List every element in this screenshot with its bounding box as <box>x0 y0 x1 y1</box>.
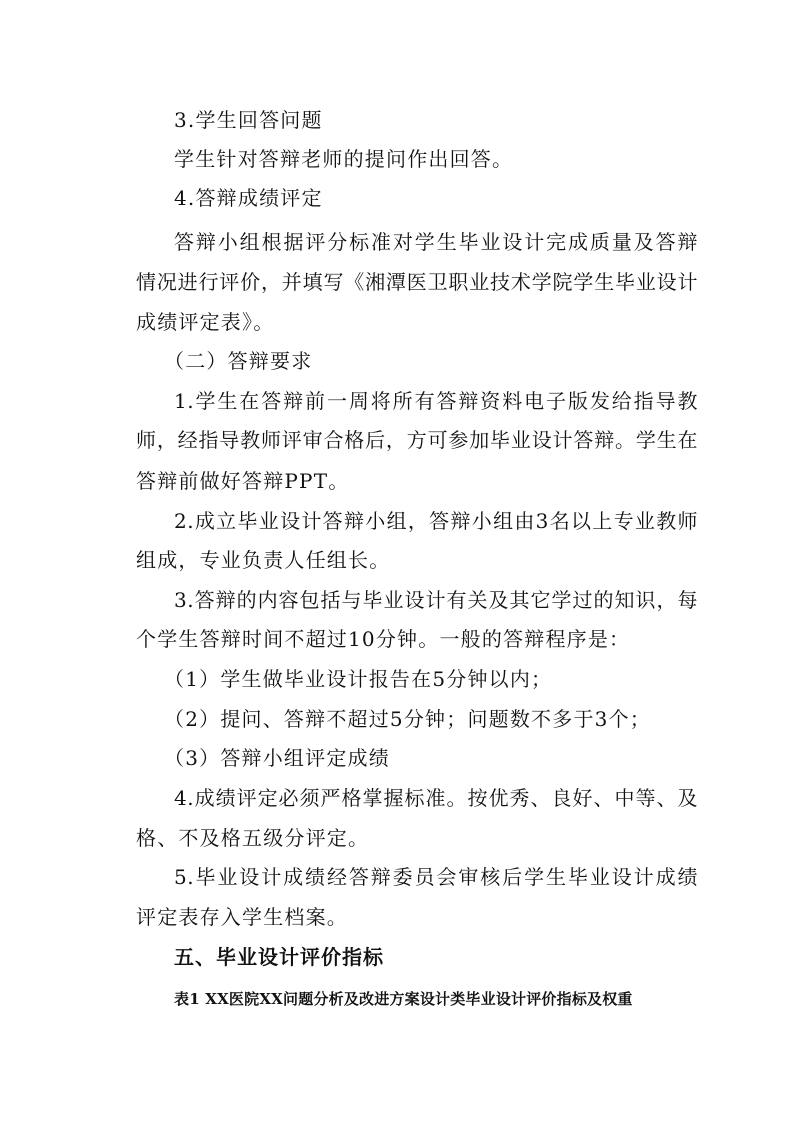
paragraph-line: 2.成立毕业设计答辩小组，答辩小组由3名以上专业教师 <box>174 509 698 533</box>
paragraph-line: 格、不及格五级分评定。 <box>136 826 370 850</box>
subsection-title: （二）答辩要求 <box>164 349 313 373</box>
paragraph-line: 情况进行评价，并填写《湘潭医卫职业技术学院学生毕业设计 <box>136 270 698 294</box>
paragraph-line: 成绩评定表》。 <box>136 310 275 334</box>
list-item: （2）提问、答辩不超过5分钟；问题数不多于3个； <box>164 707 651 731</box>
paragraph-line: 5.毕业设计成绩经答辩委员会审核后学生毕业设计成绩 <box>174 865 698 889</box>
paragraph-line: 师，经指导教师评审合格后，方可参加毕业设计答辩。学生在 <box>136 428 698 452</box>
paragraph-line: 个学生答辩时间不超过10分钟。一般的答辩程序是： <box>136 627 631 651</box>
list-item: （3）答辩小组评定成绩 <box>164 746 390 770</box>
paragraph-line: 组成，专业负责人任组长。 <box>136 548 391 572</box>
paragraph-line: 1.学生在答辩前一周将所有答辩资料电子版发给指导教 <box>174 389 698 413</box>
list-item: （1）学生做毕业设计报告在5分钟以内； <box>164 667 553 691</box>
paragraph-line: 答辩小组根据评分标准对学生毕业设计完成质量及答辩 <box>174 230 698 254</box>
paragraph-line: 评定表存入学生档案。 <box>136 905 348 929</box>
paragraph-line: 学生针对答辩老师的提问作出回答。 <box>174 147 514 171</box>
table-caption: 表1 XX医院XX问题分析及改进方案设计类毕业设计评价指标及权重 <box>174 990 633 1008</box>
paragraph-line: 4.成绩评定必须严格掌握标准。按优秀、良好、中等、及 <box>174 786 698 810</box>
section-heading: 五、毕业设计评价指标 <box>174 945 384 969</box>
step-4-title: 4.答辩成绩评定 <box>174 186 323 210</box>
paragraph-line: 答辩前做好答辩PPT。 <box>136 469 350 493</box>
paragraph-line: 3.答辩的内容包括与毕业设计有关及其它学过的知识，每 <box>174 588 698 612</box>
step-3-title: 3.学生回答问题 <box>174 108 323 132</box>
